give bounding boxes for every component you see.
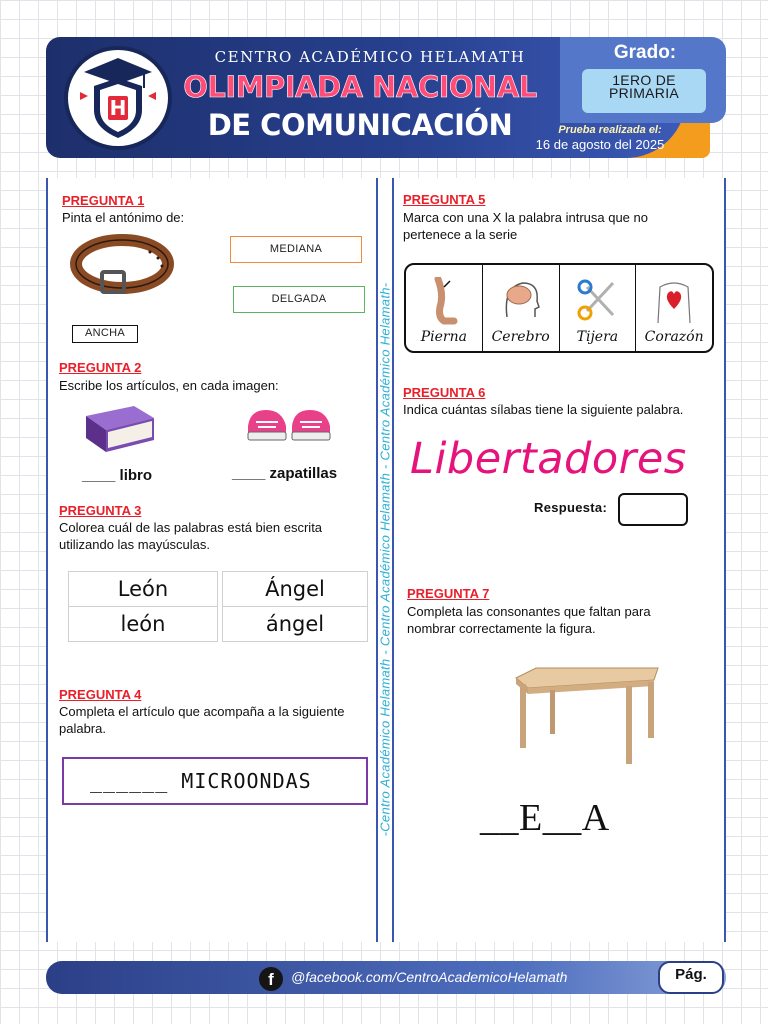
grado-label: Grado:	[613, 42, 677, 63]
q5-picture-strip	[404, 263, 714, 353]
q7-title: PREGUNTA 7	[407, 586, 490, 601]
q3-word-angel-upper[interactable]: Ángel	[222, 571, 368, 607]
q6-title: PREGUNTA 6	[403, 385, 486, 400]
exam-title-line1: OLIMPIADA NACIONAL	[183, 70, 537, 104]
facebook-icon: f	[259, 967, 283, 991]
book-icon	[80, 404, 158, 454]
academy-logo	[64, 46, 172, 150]
q5-item-corazon[interactable]: Corazón	[636, 265, 712, 351]
q2-title: PREGUNTA 2	[59, 360, 142, 375]
scissors-icon	[575, 277, 619, 325]
vertical-watermark: -Centro Académico Helamath - Centro Académico Helamath - Centro Académico Helamath-	[377, 282, 393, 837]
q2-blank-zapatillas: ____ zapatillas	[232, 465, 338, 482]
q3-word-leon-lower[interactable]: león	[68, 606, 218, 642]
prueba-label: Prueba realizada el:	[558, 124, 662, 136]
q5-item-tijera[interactable]: Tijera	[560, 265, 637, 351]
table-icon	[508, 666, 664, 768]
q1-option-mediana[interactable]: MEDIANA	[230, 236, 362, 263]
q2-text: Escribe los artículos, en cada imagen:	[59, 378, 279, 393]
heart-torso-icon	[652, 277, 696, 325]
q1-word-ancha: ANCHA	[72, 325, 138, 343]
academy-name: CENTRO ACADÉMICO HELAMATH	[214, 48, 526, 66]
brain-head-icon	[499, 277, 543, 325]
q1-option-delgada[interactable]: DELGADA	[233, 286, 365, 313]
belt-icon	[70, 232, 174, 302]
leg-icon	[424, 277, 464, 325]
q4-text: Completa el artículo que acompaña a la siguiente palabra.	[59, 704, 345, 736]
q5-title: PREGUNTA 5	[403, 192, 486, 207]
q6-text: Indica cuántas sílabas tiene la siguiente palabra.	[403, 402, 684, 417]
page-number-box: Pág.	[658, 961, 724, 994]
q6-word-libertadores: Libertadores	[410, 434, 687, 484]
q7-blank-word: __E__A	[480, 797, 610, 839]
q4-answer-box[interactable]: ______ MICROONDAS	[62, 757, 368, 805]
q4-title: PREGUNTA 4	[59, 687, 142, 702]
exam-title-line2: DE COMUNICACIÓN	[207, 108, 513, 142]
q3-word-leon-upper[interactable]: León	[68, 571, 218, 607]
q6-answer-label: Respuesta:	[534, 500, 608, 515]
q3-title: PREGUNTA 3	[59, 503, 142, 518]
q6-answer-box[interactable]	[618, 493, 688, 526]
q3-word-angel-lower[interactable]: ángel	[222, 606, 368, 642]
q7-text: Completa las consonantes que faltan para nombrar correctamente la figura.	[407, 604, 651, 636]
q1-text: Pinta el antónimo de:	[62, 210, 185, 225]
grado-value: 1ERO DE PRIMARIA	[582, 69, 706, 113]
sneakers-icon	[244, 404, 334, 446]
facebook-handle[interactable]: @facebook.com/CentroAcademicoHelamath	[291, 969, 568, 985]
prueba-date: 16 de agosto del 2025	[535, 137, 665, 152]
logo-letter: H	[109, 96, 127, 120]
q5-item-pierna[interactable]: Pierna	[406, 265, 483, 351]
q5-item-cerebro[interactable]: Cerebro	[483, 265, 560, 351]
q5-text: Marca con una X la palabra intrusa que no pertenece a la serie	[403, 210, 648, 242]
q1-title: PREGUNTA 1	[62, 193, 145, 208]
q3-text: Colorea cuál de las palabras está bien escrita utilizando las mayúsculas.	[59, 520, 323, 552]
q2-blank-libro: ____ libro	[82, 467, 153, 484]
shield-logo-icon	[72, 52, 164, 144]
